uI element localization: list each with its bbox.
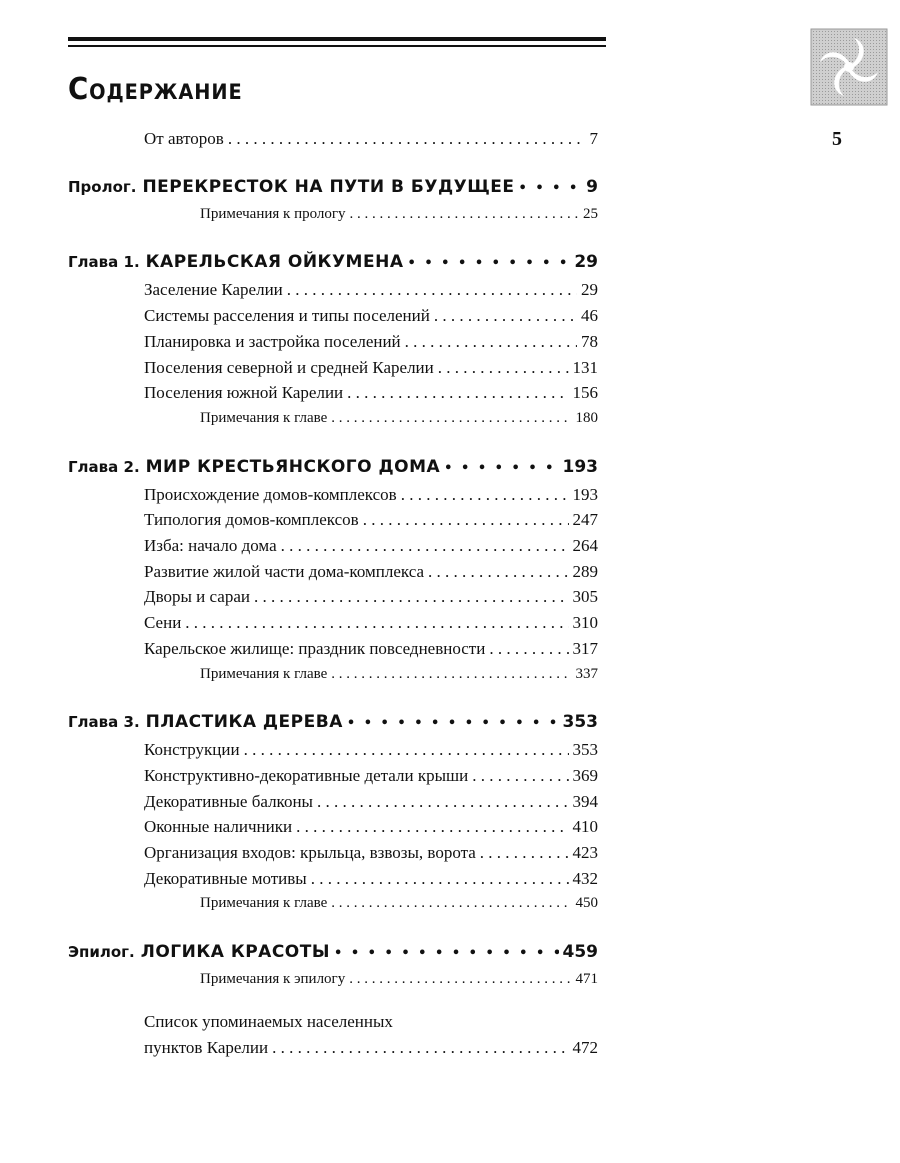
toc-entry[interactable] [68, 507, 598, 533]
dot-leader [272, 1035, 568, 1061]
dot-leader [244, 737, 569, 763]
table-of-contents [68, 126, 598, 1060]
entry-page: 305 [572, 587, 598, 607]
entry-label: Примечания к эпилогу [200, 971, 346, 988]
dot-leader [287, 277, 577, 303]
entry-page: 353 [572, 740, 598, 760]
toc-chapter-2-heading[interactable] [68, 454, 598, 482]
entry-page: 337 [575, 665, 598, 682]
dot-leader [281, 533, 569, 559]
dot-leader [405, 329, 577, 355]
toc-entry[interactable] [68, 814, 598, 840]
toc-entry[interactable] [68, 482, 598, 508]
dot-leader [444, 454, 558, 482]
entry-label: Конструкции [144, 740, 240, 760]
entry-label: Конструктивно-декоративные детали крыши [144, 765, 469, 785]
dot-leader [401, 482, 569, 508]
toc-entry-notes[interactable] [68, 891, 598, 917]
entry-label: Поселения северной и средней Карелии [144, 357, 434, 377]
dot-leader [331, 406, 571, 432]
dot-leader [311, 866, 569, 892]
dot-leader [489, 636, 568, 662]
toc-appendix-line1[interactable]: Список упоминаемых населенных [144, 1011, 393, 1031]
entry-label: Декоративные мотивы [144, 868, 307, 888]
entry-label: Декоративные балконы [144, 791, 313, 811]
toc-entry[interactable] [68, 277, 598, 303]
toc-entry[interactable] [68, 584, 598, 610]
entry-page: 78 [581, 331, 598, 351]
swirl-ornament-icon [810, 28, 888, 106]
dot-leader [254, 584, 569, 610]
toc-entry[interactable] [68, 355, 598, 381]
toc-entry-notes[interactable] [68, 967, 598, 993]
heading-title: ПЕРЕКРЕСТОК НА ПУТИ В БУДУЩЕЕ [142, 176, 515, 197]
toc-entry-notes[interactable] [68, 406, 598, 432]
toc-entry[interactable] [68, 303, 598, 329]
entry-label: Оконные наличники [144, 817, 293, 837]
toc-entry-intro[interactable] [68, 126, 598, 152]
toc-entry[interactable] [68, 533, 598, 559]
entry-page: 7 [589, 129, 598, 148]
entry-page: 46 [581, 306, 598, 326]
entry-page: 423 [572, 843, 598, 863]
dot-leader [347, 380, 568, 406]
dot-leader [185, 610, 568, 636]
heading-title: ЛОГИКА КРАСОТЫ [140, 942, 330, 963]
toc-entry[interactable] [68, 380, 598, 406]
entry-label: Происхождение домов-комплексов [144, 484, 397, 504]
toc-epilogue-heading[interactable] [68, 939, 598, 967]
dot-leader [347, 709, 559, 737]
entry-label: От авторов [144, 129, 224, 148]
entry-page: 471 [575, 971, 598, 988]
toc-entry-appendix[interactable] [68, 1035, 598, 1061]
entry-page: 29 [581, 280, 598, 300]
page-number: 5 [832, 128, 842, 150]
dot-leader [331, 662, 571, 688]
entry-page: 9 [586, 176, 598, 197]
heading-prefix: Глава 1. [68, 253, 140, 272]
entry-label: Дворы и сараи [144, 587, 250, 607]
entry-page: 317 [572, 638, 598, 658]
toc-entry[interactable] [68, 559, 598, 585]
heading-prefix: Глава 2. [68, 457, 140, 476]
entry-label: Карельское жилище: праздник повседневности [144, 638, 486, 658]
entry-label: Примечания к главе [200, 409, 328, 426]
entry-label: Развитие жилой части дома-комплекса [144, 561, 425, 581]
toc-chapter-3-heading[interactable] [68, 709, 598, 737]
heading-title: МИР КРЕСТЬЯНСКОГО ДОМА [145, 456, 441, 477]
dot-leader [349, 967, 571, 993]
entry-page: 432 [572, 868, 598, 888]
entry-page: 25 [583, 205, 598, 222]
heading-prefix: Глава 3. [68, 713, 140, 732]
entry-page: 264 [572, 536, 598, 556]
toc-chapter-1-heading[interactable] [68, 249, 598, 277]
toc-entry[interactable] [68, 329, 598, 355]
heading-title: ПЛАСТИКА ДЕРЕВА [145, 712, 343, 733]
entry-label: Системы расселения и типы поселений [144, 306, 430, 326]
dot-leader [519, 174, 583, 202]
entry-page: 193 [562, 456, 598, 477]
entry-page: 193 [572, 484, 598, 504]
entry-page: 131 [572, 357, 598, 377]
entry-page: 180 [575, 409, 598, 426]
entry-page: 156 [572, 383, 598, 403]
header-double-rule [68, 37, 606, 47]
entry-label: Типология домов-комплексов [144, 510, 359, 530]
entry-label: Изба: начало дома [144, 536, 277, 556]
heading-prefix: Эпилог. [68, 943, 135, 962]
entry-page: 472 [572, 1037, 598, 1057]
toc-entry-notes[interactable] [68, 202, 598, 228]
toc-entry[interactable] [68, 610, 598, 636]
heading-prefix: Пролог. [68, 177, 137, 196]
toc-entry-notes[interactable] [68, 662, 598, 688]
dot-leader [434, 303, 577, 329]
dot-leader [350, 202, 579, 228]
entry-page: 369 [572, 765, 598, 785]
toc-entry[interactable] [68, 737, 598, 763]
entry-page: 310 [572, 613, 598, 633]
entry-label: пунктов Карелии [144, 1037, 269, 1057]
toc-entry[interactable] [68, 866, 598, 892]
entry-label: Планировка и застройка поселений [144, 331, 401, 351]
dot-leader [363, 507, 569, 533]
entry-label: Заселение Карелии [144, 280, 283, 300]
dot-leader [480, 840, 569, 866]
dot-leader [407, 249, 570, 277]
entry-page: 247 [572, 510, 598, 530]
toc-prologue-heading[interactable] [68, 174, 598, 202]
dot-leader [317, 789, 569, 815]
page-title: Содержание [68, 72, 243, 107]
dot-leader [331, 891, 571, 917]
entry-page: 450 [575, 895, 598, 912]
dot-leader [228, 126, 586, 152]
entry-page: 353 [562, 712, 598, 733]
toc-entry[interactable] [68, 789, 598, 815]
entry-label: Сени [144, 613, 182, 633]
entry-page: 29 [574, 252, 598, 273]
dot-leader [296, 814, 568, 840]
toc-entry[interactable] [68, 840, 598, 866]
entry-page: 394 [572, 791, 598, 811]
heading-title: КАРЕЛЬСКАЯ ОЙКУМЕНА [145, 252, 404, 273]
dot-leader [428, 559, 568, 585]
toc-entry[interactable] [68, 636, 598, 662]
entry-label: Организация входов: крыльца, взвозы, ворота [144, 843, 476, 863]
entry-label: Примечания к главе [200, 665, 328, 682]
entry-page: 410 [572, 817, 598, 837]
entry-page: 289 [572, 561, 598, 581]
entry-label: Примечания к главе [200, 895, 328, 912]
entry-label: Примечания к прологу [200, 205, 346, 222]
dot-leader [472, 763, 568, 789]
toc-entry[interactable] [68, 763, 598, 789]
dot-leader [438, 355, 569, 381]
dot-leader [334, 939, 559, 967]
entry-label: Поселения южной Карелии [144, 383, 344, 403]
entry-page: 459 [562, 942, 598, 963]
